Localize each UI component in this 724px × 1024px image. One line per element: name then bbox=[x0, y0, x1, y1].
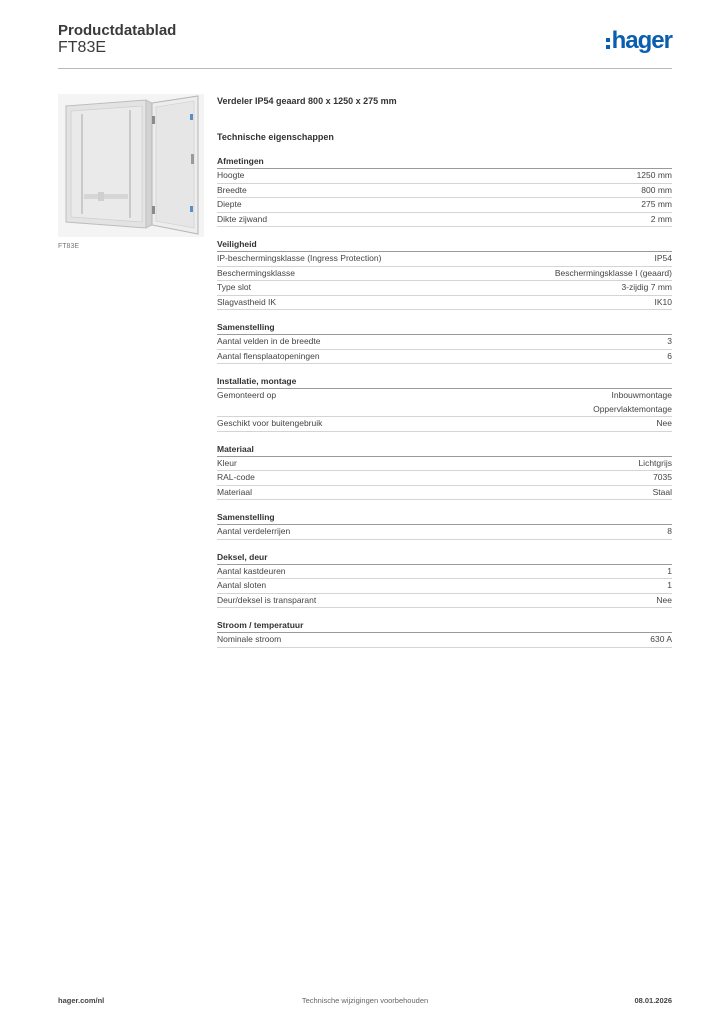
spec-value bbox=[655, 296, 673, 310]
spec-sections bbox=[217, 154, 672, 648]
spec-value-line: Staal bbox=[652, 486, 672, 497]
spec-label: IP-beschermingsklasse (Ingress Protection) bbox=[217, 253, 382, 263]
spec-value bbox=[656, 417, 672, 431]
spec-value-line: 630 A bbox=[650, 634, 672, 644]
spec-value bbox=[667, 525, 672, 539]
spec-value bbox=[656, 594, 672, 608]
spec-row bbox=[217, 417, 672, 432]
spec-label: RAL-code bbox=[217, 472, 255, 482]
spec-value-line: 3 bbox=[667, 336, 672, 346]
spec-label: Materiaal bbox=[217, 486, 252, 497]
spec-label: Aantal velden in de breedte bbox=[217, 336, 321, 346]
spec-label: Aantal flensplaatopeningen bbox=[217, 350, 320, 361]
spec-label: Hoogte bbox=[217, 170, 245, 180]
spec-row bbox=[217, 486, 672, 501]
spec-label: Nominale stroom bbox=[217, 634, 282, 644]
spec-value bbox=[653, 471, 672, 485]
spec-section bbox=[217, 374, 672, 432]
section-title: Samenstelling bbox=[217, 320, 672, 335]
spec-label: Aantal verdelerrijen bbox=[217, 526, 291, 536]
spec-section bbox=[217, 237, 672, 310]
spec-value bbox=[555, 267, 672, 281]
spec-section bbox=[217, 320, 672, 364]
spec-value-line: 3-zijdig 7 mm bbox=[621, 282, 672, 292]
spec-value bbox=[621, 281, 672, 295]
hager-logo bbox=[606, 28, 672, 54]
spec-row bbox=[217, 594, 672, 609]
spec-value-line: 2 mm bbox=[650, 213, 672, 224]
spec-value-line: Nee bbox=[656, 418, 672, 428]
spec-row bbox=[217, 184, 672, 199]
logo-mark-icon bbox=[606, 38, 610, 49]
spec-value-line: 6 bbox=[667, 350, 672, 361]
spec-row bbox=[217, 471, 672, 486]
spec-value bbox=[637, 169, 672, 183]
spec-label: Type slot bbox=[217, 282, 252, 292]
spec-value-line: IP54 bbox=[654, 253, 672, 263]
spec-value bbox=[667, 579, 672, 593]
spec-section bbox=[217, 154, 672, 227]
spec-value-line: IK10 bbox=[654, 296, 672, 307]
spec-value bbox=[641, 198, 672, 212]
header-divider bbox=[58, 68, 672, 69]
spec-value bbox=[641, 184, 672, 198]
spec-label: Gemonteerd op bbox=[217, 390, 277, 400]
spec-value-line: 1 bbox=[667, 580, 672, 590]
spec-value-line: 1 bbox=[667, 565, 672, 576]
spec-row bbox=[217, 457, 672, 472]
spec-value-line: 8 bbox=[667, 526, 672, 536]
spec-row bbox=[217, 579, 672, 594]
spec-value-line: 800 mm bbox=[641, 184, 672, 195]
spec-section bbox=[217, 510, 672, 540]
technical-properties-heading: Technische eigenschappen bbox=[217, 132, 334, 142]
spec-label: Diepte bbox=[217, 199, 242, 209]
spec-value bbox=[667, 335, 672, 349]
spec-row bbox=[217, 389, 672, 417]
page-header bbox=[58, 22, 672, 68]
footer-disclaimer: Technische wijzigingen voorbehouden bbox=[301, 996, 429, 1005]
spec-label: Deur/deksel is transparant bbox=[217, 594, 317, 605]
spec-label: Aantal kastdeuren bbox=[217, 565, 286, 576]
spec-row bbox=[217, 565, 672, 580]
spec-value-line: 275 mm bbox=[641, 199, 672, 209]
spec-row bbox=[217, 252, 672, 267]
section-title: Samenstelling bbox=[217, 510, 672, 525]
spec-value-line: Inbouwmontage bbox=[611, 390, 672, 400]
spec-row bbox=[217, 281, 672, 296]
spec-row bbox=[217, 633, 672, 648]
spec-value bbox=[653, 486, 672, 500]
spec-value bbox=[593, 389, 672, 416]
spec-value bbox=[667, 350, 672, 364]
spec-value-line: 7035 bbox=[653, 472, 672, 482]
spec-value-line: Oppervlaktemontage bbox=[593, 403, 672, 414]
spec-row bbox=[217, 169, 672, 184]
section-title: Veiligheid bbox=[217, 237, 672, 252]
spec-value-line: 1250 mm bbox=[636, 170, 672, 180]
spec-value bbox=[638, 457, 672, 471]
spec-content bbox=[217, 94, 672, 648]
product-code: FT83E bbox=[58, 39, 107, 56]
spec-section bbox=[217, 618, 672, 648]
section-title: Materiaal bbox=[217, 442, 672, 457]
spec-label: Slagvastheid IK bbox=[217, 296, 277, 307]
spec-label: Dikte zijwand bbox=[217, 213, 268, 224]
product-image bbox=[58, 94, 204, 237]
section-title: Afmetingen bbox=[217, 154, 672, 169]
spec-value-line: Nee bbox=[656, 594, 672, 605]
spec-value bbox=[667, 565, 672, 579]
spec-value bbox=[650, 633, 672, 647]
spec-label: Kleur bbox=[217, 457, 237, 468]
section-title: Installatie, montage bbox=[217, 374, 672, 389]
footer-date: 08.01.2026 bbox=[634, 996, 672, 1005]
footer-website: hager.com/nl bbox=[58, 996, 105, 1005]
spec-value-line: Lichtgrijs bbox=[638, 457, 672, 468]
spec-label: Beschermingsklasse bbox=[217, 267, 295, 278]
spec-row bbox=[217, 213, 672, 228]
enclosure-illustration-icon bbox=[58, 94, 204, 237]
logo-text: hager bbox=[611, 27, 672, 54]
section-title: Stroom / temperatuur bbox=[217, 618, 672, 633]
spec-section bbox=[217, 550, 672, 609]
spec-row bbox=[217, 525, 672, 540]
product-name: Verdeler IP54 geaard 800 x 1250 x 275 mm bbox=[217, 96, 397, 106]
spec-value bbox=[651, 213, 672, 227]
spec-row bbox=[217, 350, 672, 365]
page-footer bbox=[58, 996, 672, 1010]
spec-row bbox=[217, 267, 672, 282]
spec-row bbox=[217, 198, 672, 213]
spec-label: Aantal sloten bbox=[217, 580, 267, 590]
spec-label: Geschikt voor buitengebruik bbox=[217, 418, 323, 428]
spec-value-line: Beschermingsklasse I (geaard) bbox=[554, 267, 672, 278]
section-title: Deksel, deur bbox=[217, 550, 672, 565]
image-caption: FT83E bbox=[58, 243, 80, 250]
spec-row bbox=[217, 335, 672, 350]
spec-label: Breedte bbox=[217, 184, 247, 195]
spec-row bbox=[217, 296, 672, 311]
spec-section bbox=[217, 442, 672, 501]
spec-value bbox=[655, 252, 673, 266]
document-title: Productdatablad bbox=[58, 22, 177, 39]
